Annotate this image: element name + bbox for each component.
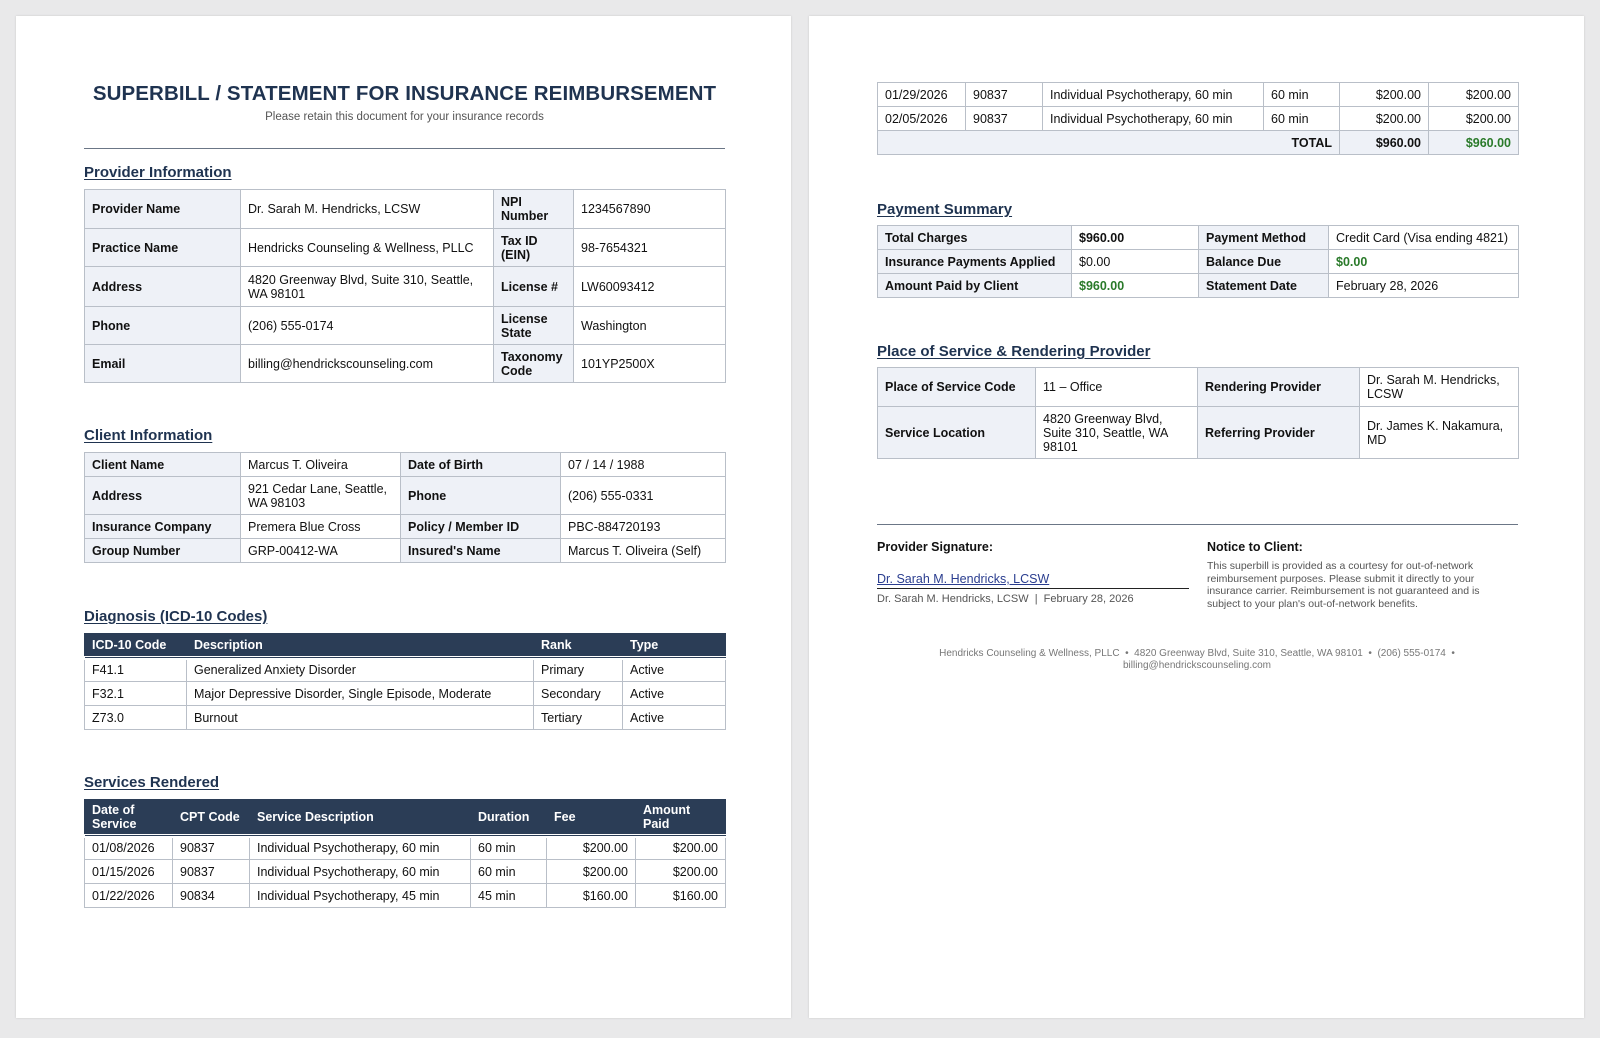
field-label: Rendering Provider (1198, 368, 1360, 407)
column-header: Date of Service (85, 800, 173, 836)
diagnosis-table (84, 633, 726, 730)
table-cell: Active (623, 682, 726, 706)
info-row (85, 307, 726, 345)
title-divider (84, 148, 725, 149)
table-cell: Active (623, 706, 726, 730)
table-cell: Major Depressive Disorder, Single Episode, Moderate (187, 682, 534, 706)
table-cell: 01/22/2026 (85, 884, 173, 908)
column-header: Fee (547, 800, 636, 836)
table-cell: $160.00 (636, 884, 726, 908)
provider-heading: Provider Information (84, 164, 232, 181)
table-cell: 60 min (471, 836, 547, 860)
services-heading: Services Rendered (84, 774, 220, 791)
table-cell: 02/05/2026 (878, 107, 966, 131)
column-header: Description (187, 634, 534, 658)
info-row (85, 345, 726, 383)
field-value: Marcus T. Oliveira (241, 453, 401, 477)
field-value: PBC-884720193 (561, 515, 726, 539)
info-row (85, 267, 726, 307)
info-row (878, 250, 1519, 274)
table-cell: Individual Psychotherapy, 60 min (250, 836, 471, 860)
table-row (85, 682, 726, 706)
info-row (878, 226, 1519, 250)
info-row (878, 407, 1519, 459)
table-cell: $200.00 (1340, 107, 1429, 131)
info-row (85, 453, 726, 477)
field-label: Insurance Company (85, 515, 241, 539)
document-subtitle: Please retain this document for your insurance records (265, 111, 544, 123)
field-label: Amount Paid by Client (878, 274, 1072, 298)
table-cell: Generalized Anxiety Disorder (187, 658, 534, 682)
page-footer (917, 648, 1477, 672)
column-header: Service Description (250, 800, 471, 836)
column-header: ICD-10 Code (85, 634, 187, 658)
notice-heading: Notice to Client: (1207, 540, 1303, 554)
client-heading: Client Information (84, 427, 213, 444)
info-row (878, 274, 1519, 298)
signature-subline: Dr. Sarah M. Hendricks, LCSW | February 28, 2026 (877, 593, 1134, 605)
field-label: License # (494, 267, 574, 307)
field-label: Phone (401, 477, 561, 515)
field-label: Address (85, 267, 241, 307)
field-value: Washington (574, 307, 726, 345)
table-row (85, 884, 726, 908)
place-heading: Place of Service & Rendering Provider (877, 343, 1151, 360)
field-label: Provider Name (85, 190, 241, 229)
table-cell: $200.00 (636, 860, 726, 884)
table-cell: 90837 (173, 860, 250, 884)
table-cell: Secondary (534, 682, 623, 706)
table-cell: $160.00 (547, 884, 636, 908)
diagnosis-heading: Diagnosis (ICD-10 Codes) (84, 608, 268, 625)
table-cell: $200.00 (1340, 83, 1429, 107)
field-value: Premera Blue Cross (241, 515, 401, 539)
field-label: Service Location (878, 407, 1036, 459)
field-label: Address (85, 477, 241, 515)
field-label: Email (85, 345, 241, 383)
field-label: Date of Birth (401, 453, 561, 477)
provider-table (84, 189, 726, 383)
table-cell: 01/15/2026 (85, 860, 173, 884)
field-value: $960.00 (1072, 226, 1199, 250)
table-cell: Individual Psychotherapy, 45 min (250, 884, 471, 908)
field-label: Balance Due (1199, 250, 1329, 274)
info-row (85, 539, 726, 563)
field-value: 1234567890 (574, 190, 726, 229)
table-cell: F32.1 (85, 682, 187, 706)
info-row (85, 515, 726, 539)
table-cell: 01/08/2026 (85, 836, 173, 860)
field-label: Referring Provider (1198, 407, 1360, 459)
page-2 (809, 16, 1584, 1018)
column-header: Duration (471, 800, 547, 836)
column-header: Type (623, 634, 726, 658)
info-row (85, 477, 726, 515)
field-value: $960.00 (1072, 274, 1199, 298)
table-cell: 90837 (966, 107, 1043, 131)
table-cell: 60 min (1264, 83, 1340, 107)
payment-table (877, 225, 1519, 298)
field-value: 98-7654321 (574, 229, 726, 267)
table-cell: Individual Psychotherapy, 60 min (1043, 107, 1264, 131)
field-value: 4820 Greenway Blvd, Suite 310, Seattle, WA 98101 (1036, 407, 1198, 459)
table-cell: Individual Psychotherapy, 60 min (1043, 83, 1264, 107)
field-value: (206) 555-0331 (561, 477, 726, 515)
field-value: Dr. Sarah M. Hendricks, LCSW (241, 190, 494, 229)
table-cell: 60 min (1264, 107, 1340, 131)
field-label: Total Charges (878, 226, 1072, 250)
field-value: Marcus T. Oliveira (Self) (561, 539, 726, 563)
field-value: 11 – Office (1036, 368, 1198, 407)
field-label: Taxonomy Code (494, 345, 574, 383)
field-value: February 28, 2026 (1329, 274, 1519, 298)
table-cell: $200.00 (1429, 83, 1519, 107)
field-value: 101YP2500X (574, 345, 726, 383)
field-label: License State (494, 307, 574, 345)
table-cell: 01/29/2026 (878, 83, 966, 107)
services-table (84, 799, 726, 908)
field-label: Practice Name (85, 229, 241, 267)
field-value: LW60093412 (574, 267, 726, 307)
field-label: Statement Date (1199, 274, 1329, 298)
total-fee: $960.00 (1340, 131, 1429, 155)
field-value: GRP-00412-WA (241, 539, 401, 563)
field-value: (206) 555-0174 (241, 307, 494, 345)
field-value: Credit Card (Visa ending 4821) (1329, 226, 1519, 250)
signature-line (877, 588, 1189, 589)
field-value: $0.00 (1329, 250, 1519, 274)
field-label: Insured's Name (401, 539, 561, 563)
field-value: billing@hendrickscounseling.com (241, 345, 494, 383)
field-label: Group Number (85, 539, 241, 563)
table-cell: 90837 (966, 83, 1043, 107)
table-cell: F41.1 (85, 658, 187, 682)
total-row (878, 131, 1519, 155)
table-row (85, 836, 726, 860)
table-cell: 45 min (471, 884, 547, 908)
table-cell: Burnout (187, 706, 534, 730)
payment-heading: Payment Summary (877, 201, 1013, 218)
field-value: Hendricks Counseling & Wellness, PLLC (241, 229, 494, 267)
field-label: Client Name (85, 453, 241, 477)
table-cell: Z73.0 (85, 706, 187, 730)
table-row (85, 658, 726, 682)
page-1 (16, 16, 791, 1018)
client-table (84, 452, 726, 563)
document-title: SUPERBILL / STATEMENT FOR INSURANCE REIMBURSEMENT (92, 82, 717, 105)
info-row (85, 190, 726, 229)
signature-divider (877, 524, 1518, 525)
table-cell: $200.00 (547, 836, 636, 860)
info-row (85, 229, 726, 267)
place-table (877, 367, 1519, 459)
table-cell: 60 min (471, 860, 547, 884)
total-label: TOTAL (878, 131, 1340, 155)
field-label: Tax ID (EIN) (494, 229, 574, 267)
footer-line-2: billing@hendrickscounseling.com (1122, 660, 1271, 671)
column-header: CPT Code (173, 800, 250, 836)
table-cell: $200.00 (1429, 107, 1519, 131)
table-row (85, 860, 726, 884)
field-value: 921 Cedar Lane, Seattle, WA 98103 (241, 477, 401, 515)
total-paid: $960.00 (1429, 131, 1519, 155)
signature-heading: Provider Signature: (877, 540, 993, 554)
signature-name: Dr. Sarah M. Hendricks, LCSW (877, 572, 1050, 586)
table-row (878, 83, 1519, 107)
field-label: Place of Service Code (878, 368, 1036, 407)
table-cell: $200.00 (547, 860, 636, 884)
table-row (85, 706, 726, 730)
field-value: 4820 Greenway Blvd, Suite 310, Seattle, WA 98101 (241, 267, 494, 307)
table-cell: Individual Psychotherapy, 60 min (250, 860, 471, 884)
field-label: NPI Number (494, 190, 574, 229)
table-cell: Primary (534, 658, 623, 682)
services-table-continued (877, 82, 1519, 155)
field-value: Dr. Sarah M. Hendricks, LCSW (1360, 368, 1519, 407)
field-label: Payment Method (1199, 226, 1329, 250)
table-cell: Active (623, 658, 726, 682)
field-value: $0.00 (1072, 250, 1199, 274)
column-header: Amount Paid (636, 800, 726, 836)
field-label: Policy / Member ID (401, 515, 561, 539)
column-header: Rank (534, 634, 623, 658)
table-cell: Tertiary (534, 706, 623, 730)
info-row (878, 368, 1519, 407)
table-row (878, 107, 1519, 131)
field-label: Insurance Payments Applied (878, 250, 1072, 274)
field-value: Dr. James K. Nakamura, MD (1360, 407, 1519, 459)
table-cell: 90837 (173, 836, 250, 860)
footer-line-1: Hendricks Counseling & Wellness, PLLC • 4820 Greenway Blvd, Suite 310, Seattle, WA 98101 • (206) 555-0174 • (939, 648, 1455, 659)
table-cell: 90834 (173, 884, 250, 908)
field-label: Phone (85, 307, 241, 345)
field-value: 07 / 14 / 1988 (561, 453, 726, 477)
notice-text: This superbill is provided as a courtesy for out-of-network reimbursement purposes. Please submit it directly to your insurance carrier. Reimbursement is not guaranteed and is subject to your plan's out-of-network benefits. (1207, 560, 1480, 610)
table-cell: $200.00 (636, 836, 726, 860)
